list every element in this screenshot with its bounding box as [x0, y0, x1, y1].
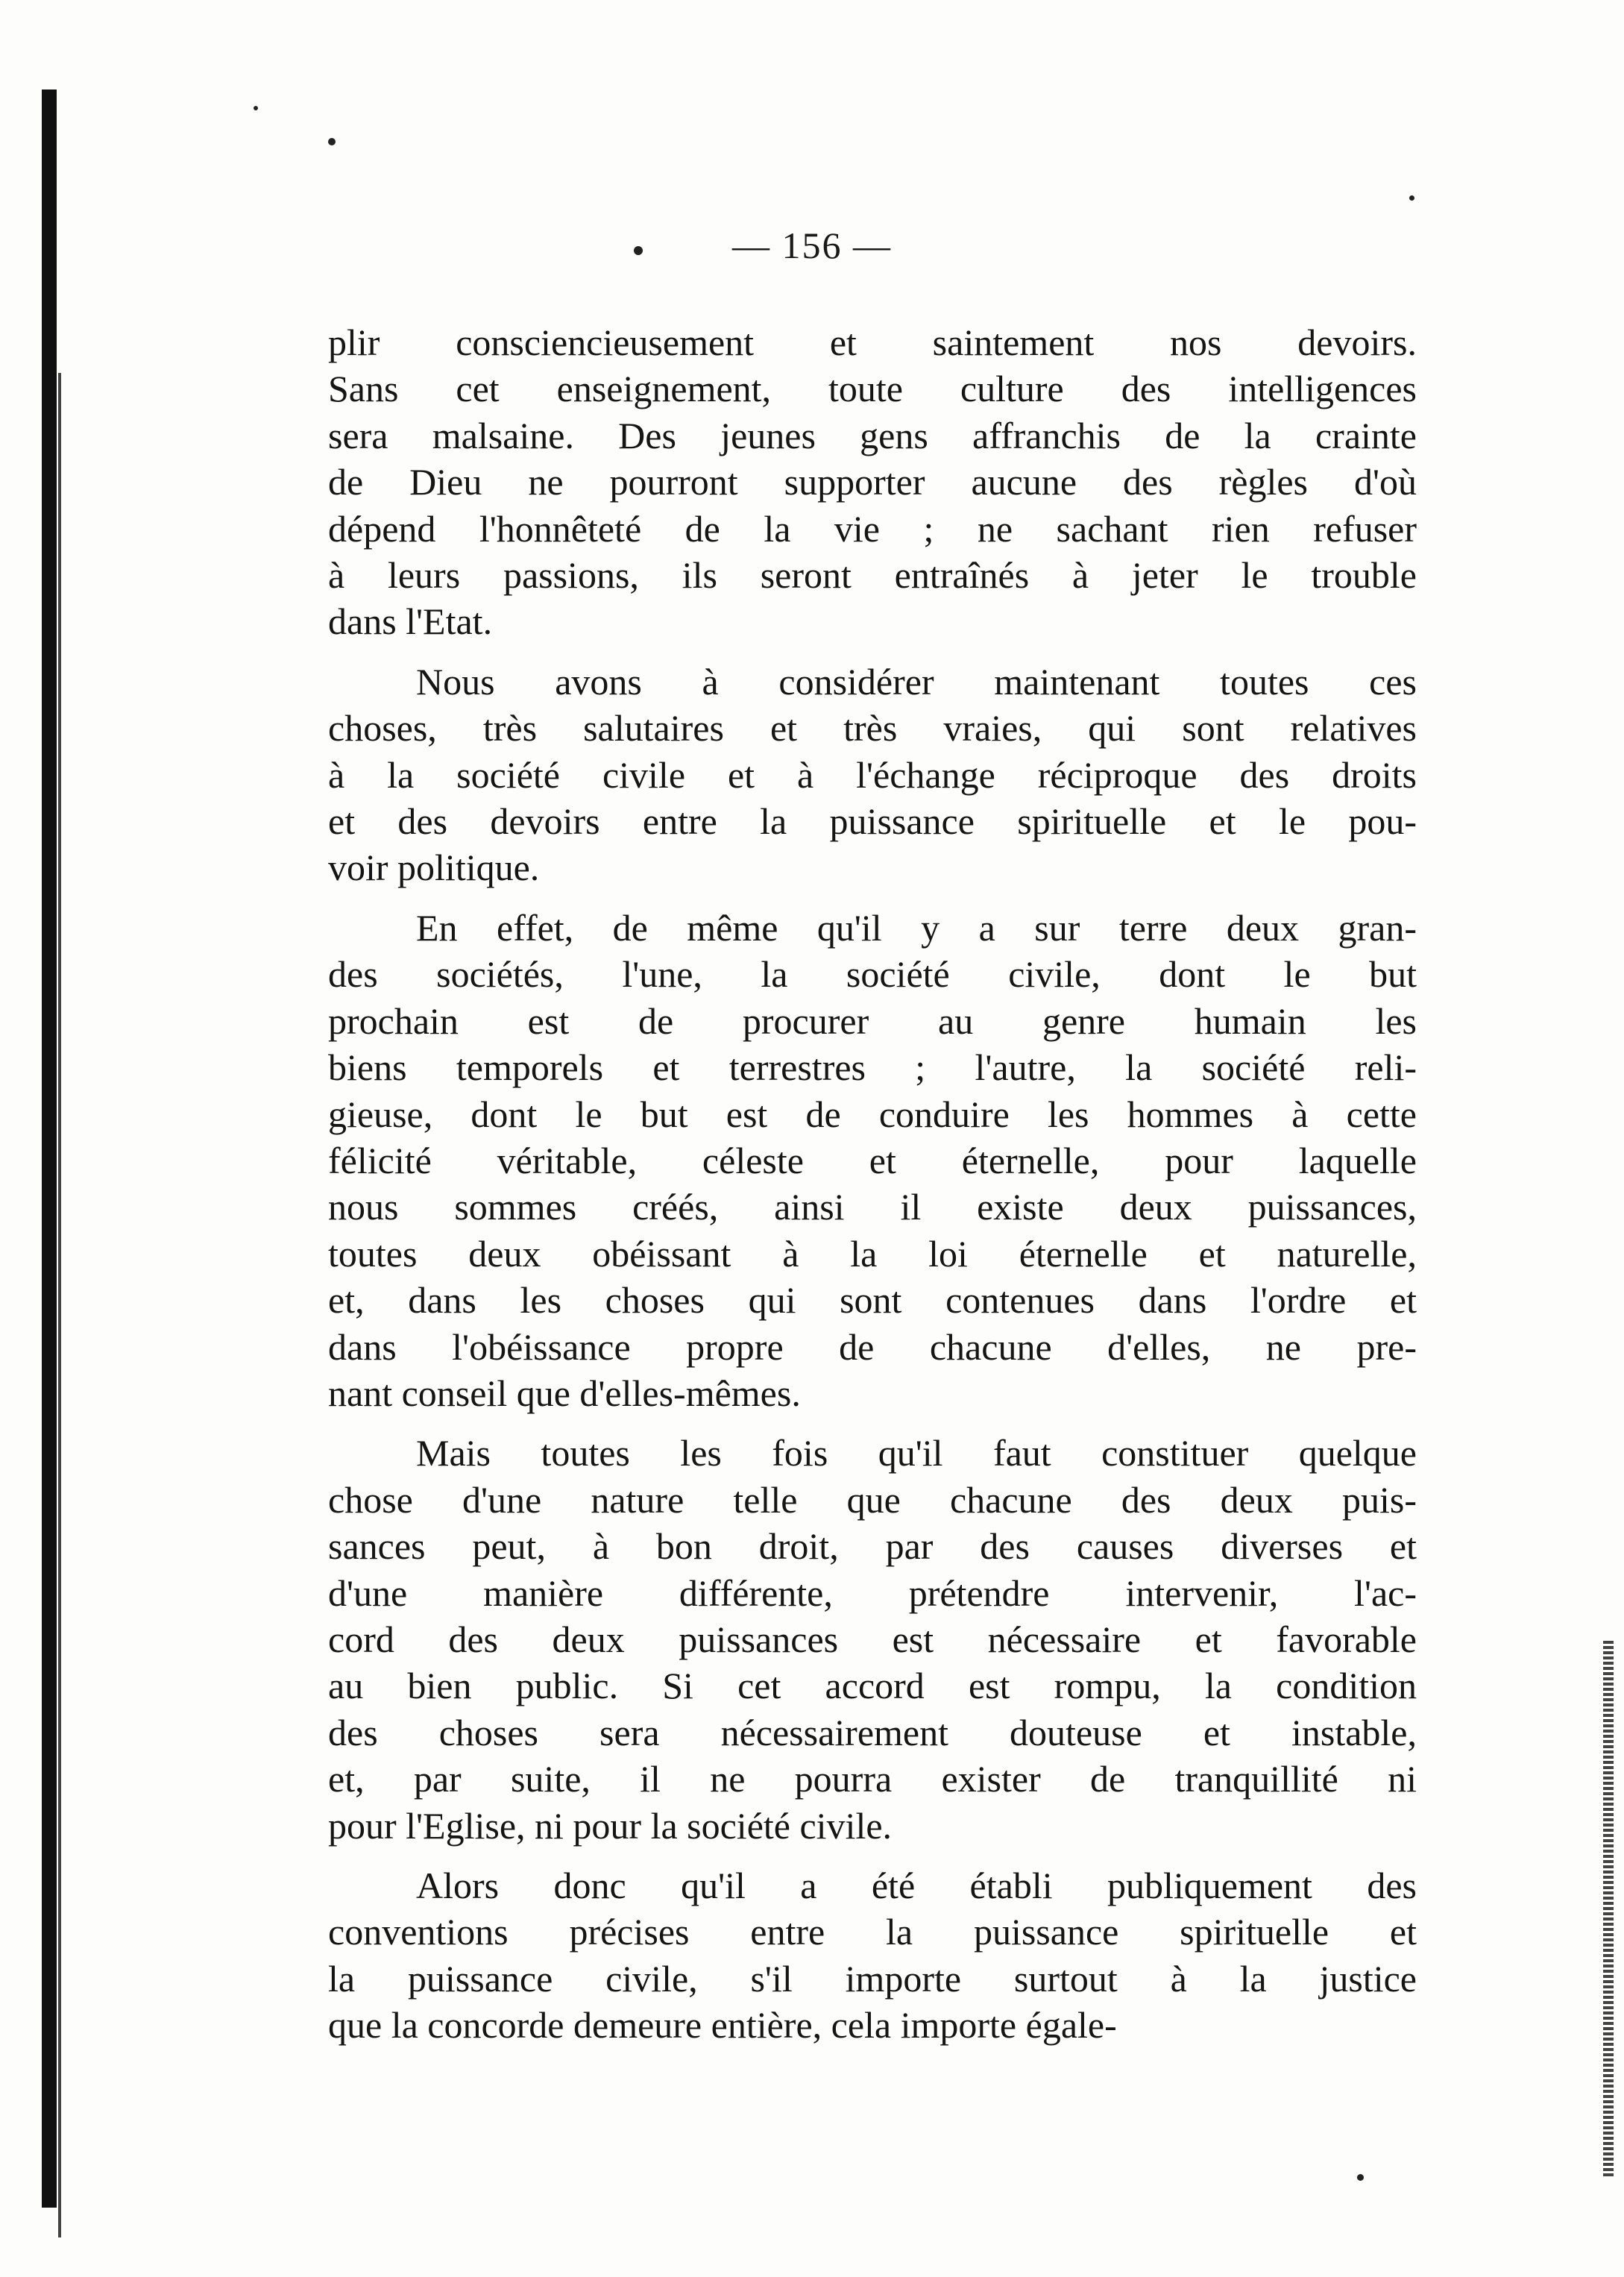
scan-speck	[328, 138, 336, 145]
paragraph	[328, 1862, 1417, 2049]
paragraph	[328, 319, 1417, 645]
scan-speck	[1357, 2174, 1364, 2181]
page-number: — 156 —	[732, 224, 892, 266]
text-line: nant conseil que d'elles-mêmes.	[328, 1372, 801, 1414]
text-line: prochain est de procurer au genre humain les	[328, 999, 1417, 1042]
text-line: cord des deux puissances est nécessaire et favorable	[328, 1618, 1417, 1660]
text-line: choses, très salutaires et très vraies, qui sont relatives	[328, 707, 1417, 750]
text-line: que la concorde demeure entière, cela importe égale-	[328, 2004, 1117, 2047]
text-line: toutes deux obéissant à la loi éternelle et naturelle,	[328, 1232, 1417, 1275]
paragraph	[328, 1430, 1417, 1849]
text-line: plir consciencieusement et saintement nos devoirs.	[328, 321, 1417, 363]
text-line: voir politique.	[328, 847, 540, 889]
text-line: au bien public. Si cet accord est rompu, la condition	[328, 1665, 1417, 1707]
paragraph	[328, 659, 1417, 891]
text-line: sera malsaine. Des jeunes gens affranchis de la crainte	[328, 414, 1417, 456]
text-line: sances peut, à bon droit, par des causes diverses et	[328, 1525, 1417, 1568]
text-line: à leurs passions, ils seront entraînés à jeter le trouble	[328, 554, 1417, 597]
text-line: chose d'une nature telle que chacune des deux puis-	[328, 1478, 1417, 1521]
scan-speck	[254, 106, 258, 110]
text-line: En effet, de même qu'il y a sur terre deux gran-	[416, 906, 1417, 949]
text-line: de Dieu ne pourront supporter aucune des règles d'où	[328, 461, 1417, 503]
text-line: et, dans les choses qui sont contenues dans l'ordre et	[328, 1279, 1417, 1322]
text-line: des sociétés, l'une, la société civile, dont le but	[328, 953, 1417, 996]
text-line: biens temporels et terrestres ; l'autre, la société reli-	[328, 1046, 1417, 1089]
text-line: Mais toutes les fois qu'il faut constituer quelque	[416, 1432, 1417, 1474]
text-line: pour l'Eglise, ni pour la société civile.	[328, 1804, 893, 1847]
text-line: des choses sera nécessairement douteuse et instable,	[328, 1711, 1417, 1753]
text-line: gieuse, dont le but est de conduire les hommes à cette	[328, 1093, 1417, 1135]
text-line: dans l'obéissance propre de chacune d'elles, ne pre-	[328, 1325, 1417, 1368]
binding-shadow-left	[42, 89, 57, 2208]
text-line: dépend l'honnêteté de la vie ; ne sachant rien refuser	[328, 507, 1417, 550]
text-line: Nous avons à considérer maintenant toutes ces	[416, 660, 1417, 703]
paragraph	[328, 905, 1417, 1416]
scan-speck	[1409, 195, 1414, 201]
text-line: félicité véritable, céleste et éternelle, pour laquelle	[328, 1139, 1417, 1181]
text-line: et des devoirs entre la puissance spirituelle et le pou-	[328, 800, 1417, 843]
text-line: à la société civile et à l'échange réciproque des droits	[328, 753, 1417, 796]
text-line: la puissance civile, s'il importe surtout à la justice	[328, 1957, 1417, 2000]
text-line: d'une manière différente, prétendre intervenir, l'ac-	[328, 1571, 1417, 1614]
text-line: conventions précises entre la puissance spirituelle et	[328, 1911, 1417, 1953]
binding-edge-left	[58, 373, 61, 2237]
binding-shadow-right	[1603, 1641, 1614, 2178]
text-line: Sans cet enseignement, toute culture des intelligences	[328, 368, 1417, 410]
text-line: dans l'Etat.	[328, 600, 493, 643]
body-text	[328, 319, 1417, 2062]
text-line: Alors donc qu'il a été établi publiquement des	[416, 1865, 1417, 1906]
text-line: nous sommes créés, ainsi il existe deux puissances,	[328, 1186, 1417, 1228]
text-line: et, par suite, il ne pourra exister de tranquillité ni	[328, 1758, 1417, 1800]
